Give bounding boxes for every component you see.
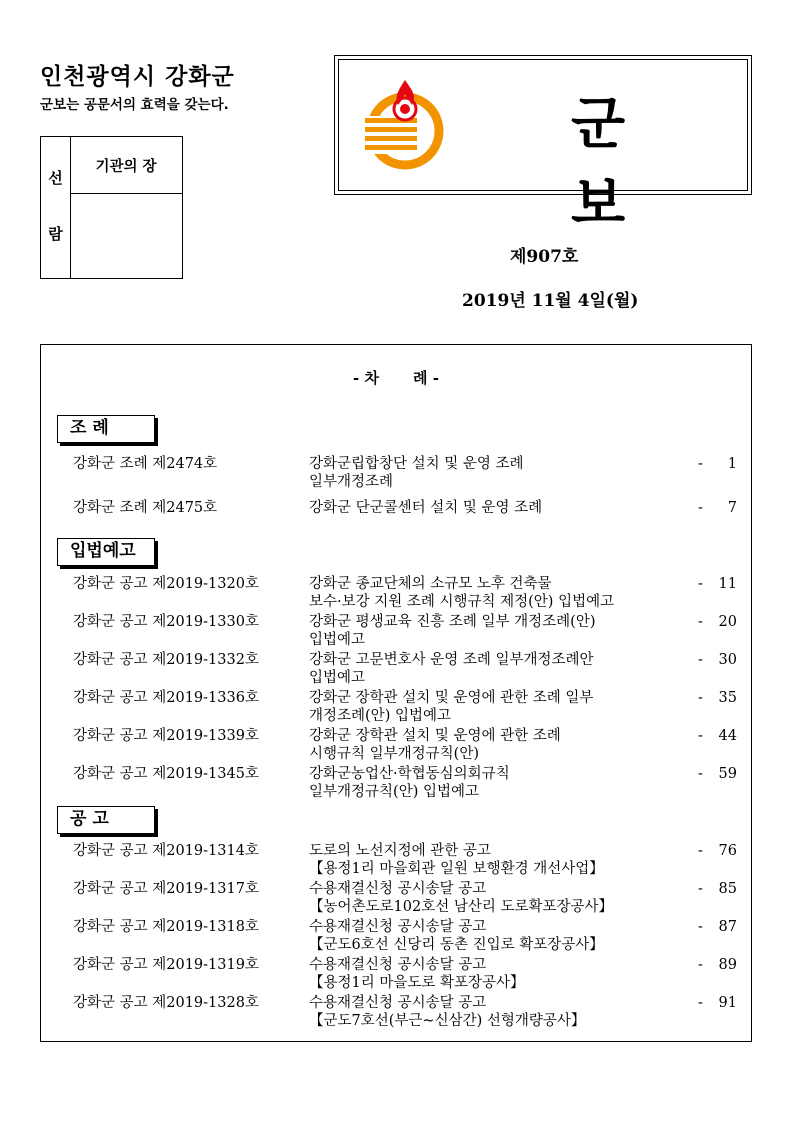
- entry-dash: -: [698, 919, 703, 935]
- entry-ref: 강화군 공고 제2019-1320호: [73, 576, 259, 592]
- entry-desc: 강화군 단군콜센터 설치 및 운영 조례: [309, 500, 543, 516]
- entry-ref: 강화군 조례 제2475호: [73, 500, 218, 516]
- entry-desc: 수용재결신청 공시송달 공고 【용정1리 마을도로 확포장공사】: [309, 957, 525, 991]
- entry-desc: 수용재결신청 공시송달 공고 【농어촌도로102호선 남산리 도로확포장공사】: [309, 881, 614, 915]
- entry-dash: -: [698, 690, 703, 706]
- entry-desc: 강화군 장학관 설치 및 운영에 관한 조례 시행규칙 일부개정규칙(안): [309, 728, 561, 762]
- entry-dash: -: [698, 576, 703, 592]
- entry-desc: 강화군농업산·학협동심의회규칙 일부개정규칙(안) 입법예고: [309, 766, 510, 800]
- entry-ref: 강화군 공고 제2019-1330호: [73, 614, 259, 630]
- entry-ref: 강화군 공고 제2019-1336호: [73, 690, 259, 706]
- entry-dash: -: [698, 728, 703, 744]
- entry-page: 20: [718, 614, 737, 630]
- issue-date: 2019년 11월 4일(월): [462, 291, 639, 311]
- entry-dash: -: [698, 766, 703, 782]
- entry-page: 7: [727, 500, 737, 516]
- approval-box: [40, 136, 183, 279]
- entry-ref: 강화군 공고 제2019-1339호: [73, 728, 259, 744]
- toc-heading-right: 례 -: [413, 369, 439, 387]
- entry-ref: 강화군 공고 제2019-1318호: [73, 919, 259, 935]
- entry-page: 87: [718, 919, 737, 935]
- entry-ref: 강화군 공고 제2019-1328호: [73, 995, 259, 1011]
- approval-label-top: 선: [48, 169, 63, 187]
- org-subtitle: 군보는 공문서의 효력을 갖는다.: [40, 97, 229, 113]
- entry-desc: 강화군립합창단 설치 및 운영 조례 일부개정조례: [309, 456, 524, 490]
- table-of-contents: [40, 344, 752, 1042]
- toc-heading: [41, 367, 751, 388]
- entry-dash: -: [698, 881, 703, 897]
- entry-desc: 수용재결신청 공시송달 공고 【군도7호선(부근~신삼간) 선형개량공사】: [309, 995, 586, 1029]
- toc-heading-left: - 차: [353, 369, 379, 387]
- emblem-icon: [355, 76, 455, 180]
- entry-desc: 수용재결신청 공시송달 공고 【군도6호선 신당리 동촌 진입로 확포장공사】: [309, 919, 604, 953]
- section-public-notice: 공 고: [57, 806, 155, 834]
- entry-page: 85: [718, 881, 737, 897]
- entry-dash: -: [698, 614, 703, 630]
- approval-label-bottom: 람: [48, 225, 63, 243]
- entry-dash: -: [698, 456, 703, 472]
- entry-ref: 강화군 공고 제2019-1345호: [73, 766, 259, 782]
- entry-dash: -: [698, 500, 703, 516]
- entry-page: 30: [718, 652, 737, 668]
- entry-page: 44: [718, 728, 737, 744]
- entry-page: 89: [718, 957, 737, 973]
- approval-head: 기관의 장: [95, 159, 157, 175]
- masthead-title: 군 보: [570, 92, 706, 237]
- entry-page: 91: [718, 995, 737, 1011]
- entry-page: 59: [718, 766, 737, 782]
- entry-page: 35: [718, 690, 737, 706]
- entry-page: 76: [718, 843, 737, 859]
- entry-desc: 강화군 고문변호사 운영 조례 일부개정조례안 입법예고: [309, 652, 594, 686]
- entry-ref: 강화군 공고 제2019-1319호: [73, 957, 259, 973]
- org-title: 인천광역시 강화군: [40, 64, 235, 90]
- section-ordinance: 조 례: [57, 415, 155, 443]
- entry-desc: 도로의 노선지정에 관한 공고 【용정1리 마을회관 일원 보행환경 개선사업】: [309, 843, 604, 877]
- masthead: [334, 55, 752, 237]
- entry-page: 11: [718, 576, 737, 592]
- entry-dash: -: [698, 652, 703, 668]
- entry-desc: 강화군 종교단체의 소규모 노후 건축물 보수·보강 지원 조례 시행규칙 제정(안) 입법예고: [309, 576, 615, 610]
- entry-ref: 강화군 공고 제2019-1317호: [73, 881, 259, 897]
- entry-page: 1: [727, 456, 737, 472]
- section-legislative-notice: 입법예고: [57, 538, 155, 566]
- entry-desc: 강화군 장학관 설치 및 운영에 관한 조례 일부 개정조례(안) 입법예고: [309, 690, 594, 724]
- entry-ref: 강화군 공고 제2019-1332호: [73, 652, 259, 668]
- issue-number: 제907호: [510, 247, 579, 267]
- entry-dash: -: [698, 843, 703, 859]
- entry-dash: -: [698, 957, 703, 973]
- entry-ref: 강화군 조례 제2474호: [73, 456, 218, 472]
- entry-dash: -: [698, 995, 703, 1011]
- entry-ref: 강화군 공고 제2019-1314호: [73, 843, 259, 859]
- entry-desc: 강화군 평생교육 진흥 조례 일부 개정조례(안) 입법예고: [309, 614, 596, 648]
